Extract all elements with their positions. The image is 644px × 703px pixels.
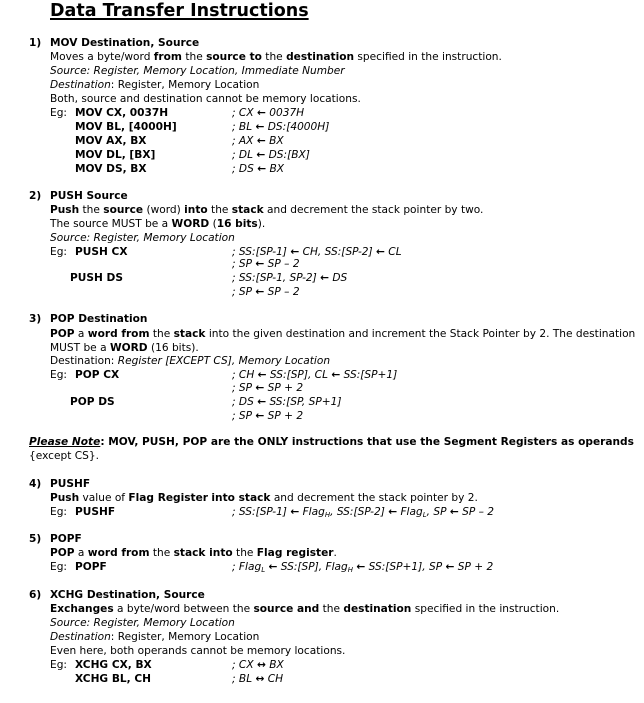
popf-example-label: Eg:: [50, 561, 67, 573]
section-heading-push: PUSH Source: [50, 190, 128, 202]
left-arrow-icon: ←: [256, 149, 266, 161]
mov-example-comment: ; AX ← BX: [232, 135, 284, 147]
xchg-source: Source: Register, Memory Location: [50, 617, 235, 629]
popf-example-comment: ; Flag$_L$ ← SS:[SP], Flag$_H$ ← SS:[SP+1], SP ← SP + 2: [232, 561, 494, 574]
mov-example-comment: ; DS ← BX: [232, 163, 284, 175]
left-arrow-icon: ←: [290, 506, 300, 518]
section-heading-xchg: XCHG Destination, Source: [50, 589, 205, 601]
push-example-instruction: PUSH DS: [70, 272, 123, 284]
pop-example-comment: ; SP ← SP + 2: [232, 410, 304, 422]
mov-example-instruction: MOV DL, [BX]: [75, 149, 156, 161]
mov-example-instruction: MOV BL, [4000H]: [75, 121, 177, 133]
left-arrow-icon: ←: [255, 258, 265, 270]
push-example-comment: ; SP ← SP – 2: [232, 286, 300, 298]
pop-description: POP a word from the stack into the given destination and increment the Stack Pointer by 2. The destination MUST be a WORD (16 bits).: [50, 328, 636, 354]
left-arrow-icon: ←: [290, 246, 300, 258]
xchg-note: Even here, both operands cannot be memory locations.: [50, 645, 346, 657]
mov-source: Source: Register, Memory Location, Immediate Number: [50, 65, 345, 77]
push-example-instruction: PUSH CX: [75, 246, 128, 258]
push-source: Source: Register, Memory Location: [50, 232, 235, 244]
section-heading-pushf: PUSHF: [50, 478, 91, 490]
pop-example-comment: ; CH ← SS:[SP], CL ← SS:[SP+1]: [232, 369, 398, 381]
left-arrow-icon: ←: [255, 121, 265, 133]
pop-example-comment: ; SP ← SP + 2: [232, 382, 304, 394]
section-heading-mov: MOV Destination, Source: [50, 37, 200, 49]
push-example-comment: ; SS:[SP-1, SP-2] ← DS: [232, 272, 348, 284]
left-arrow-icon: ←: [255, 382, 265, 394]
left-arrow-icon: ←: [257, 369, 267, 381]
section-number-popf: 5): [29, 533, 42, 545]
mov-example-instruction: MOV AX, BX: [75, 135, 147, 147]
left-arrow-icon: ←: [449, 506, 459, 518]
push-example-label: Eg:: [50, 246, 67, 258]
left-arrow-icon: ←: [320, 272, 330, 284]
mov-example-instruction: MOV DS, BX: [75, 163, 147, 175]
pop-example-instruction: POP CX: [75, 369, 120, 381]
mov-description: Moves a byte/word from the source to the destination specified in the instruction.: [50, 51, 502, 63]
xchg-example-instruction: XCHG CX, BX: [75, 659, 152, 671]
mov-example-comment: ; DL ← DS:[BX]: [232, 149, 310, 161]
section-number-xchg: 6): [29, 589, 42, 601]
section-number-pushf: 4): [29, 478, 42, 490]
xchg-description: Exchanges a byte/word between the source and the destination specified in the instruction.: [50, 603, 560, 615]
left-arrow-icon: ←: [268, 561, 278, 573]
double-arrow-icon: ↔: [256, 659, 266, 671]
pushf-example-comment: ; SS:[SP-1] ← Flag$_H$, SS:[SP-2] ← Flag$_L$, SP ← SP – 2: [232, 506, 494, 519]
section-heading-pop: POP Destination: [50, 313, 148, 325]
xchg-example-label: Eg:: [50, 659, 67, 671]
push-requirement: The source MUST be a WORD (16 bits).: [50, 218, 266, 230]
left-arrow-icon: ←: [376, 246, 385, 258]
xchg-example-comment: ; CX ↔ BX: [232, 659, 284, 671]
mov-destination: Destination: Register, Memory Location: [50, 79, 260, 91]
xchg-destination: Destination: Register, Memory Location: [50, 631, 260, 643]
pop-example-instruction: POP DS: [70, 396, 115, 408]
left-arrow-icon: ←: [255, 410, 265, 422]
popf-example-instruction: POPF: [75, 561, 107, 573]
please-note-continuation: {except CS}.: [29, 450, 99, 462]
pushf-description: Push value of Flag Register into stack and decrement the stack pointer by 2.: [50, 492, 478, 504]
pushf-example-instruction: PUSHF: [75, 506, 116, 518]
left-arrow-icon: ←: [356, 561, 366, 573]
section-number-pop: 3): [29, 313, 42, 325]
pop-destination: Destination: Register [EXCEPT CS], Memory Location: [50, 355, 331, 367]
mov-example-instruction: MOV CX, 0037H: [75, 107, 169, 119]
push-example-comment: ; SP ← SP – 2: [232, 258, 300, 270]
left-arrow-icon: ←: [256, 135, 266, 147]
double-arrow-icon: ↔: [255, 673, 265, 685]
push-example-comment: ; SS:[SP-1] ← CH, SS:[SP-2] ← CL: [232, 246, 402, 258]
xchg-example-comment: ; BL ↔ CH: [232, 673, 284, 685]
left-arrow-icon: ←: [331, 369, 341, 381]
page-title: Data Transfer Instructions: [50, 1, 309, 21]
left-arrow-icon: ←: [445, 561, 455, 573]
pop-example-label: Eg:: [50, 369, 67, 381]
left-arrow-icon: ←: [255, 286, 265, 298]
xchg-example-instruction: XCHG BL, CH: [75, 673, 151, 685]
mov-example-comment: ; CX ← 0037H: [232, 107, 305, 119]
pop-example-comment: ; DS ← SS:[SP, SP+1]: [232, 396, 342, 408]
section-heading-popf: POPF: [50, 533, 82, 545]
mov-note: Both, source and destination cannot be memory locations.: [50, 93, 361, 105]
left-arrow-icon: ←: [257, 396, 267, 408]
section-number-push: 2): [29, 190, 42, 202]
section-number-mov: 1): [29, 37, 42, 49]
mov-example-comment: ; BL ← DS:[4000H]: [232, 121, 330, 133]
left-arrow-icon: ←: [257, 163, 267, 175]
left-arrow-icon: ←: [256, 107, 266, 119]
mov-example-label: Eg:: [50, 107, 67, 119]
popf-description: POP a word from the stack into the Flag register.: [50, 547, 337, 559]
push-description: Push the source (word) into the stack and decrement the stack pointer by two.: [50, 204, 484, 216]
pushf-example-label: Eg:: [50, 506, 67, 518]
left-arrow-icon: ←: [388, 506, 398, 518]
please-note: Please Note: MOV, PUSH, POP are the ONLY instructions that use the Segment Registers as operands: [29, 436, 634, 448]
